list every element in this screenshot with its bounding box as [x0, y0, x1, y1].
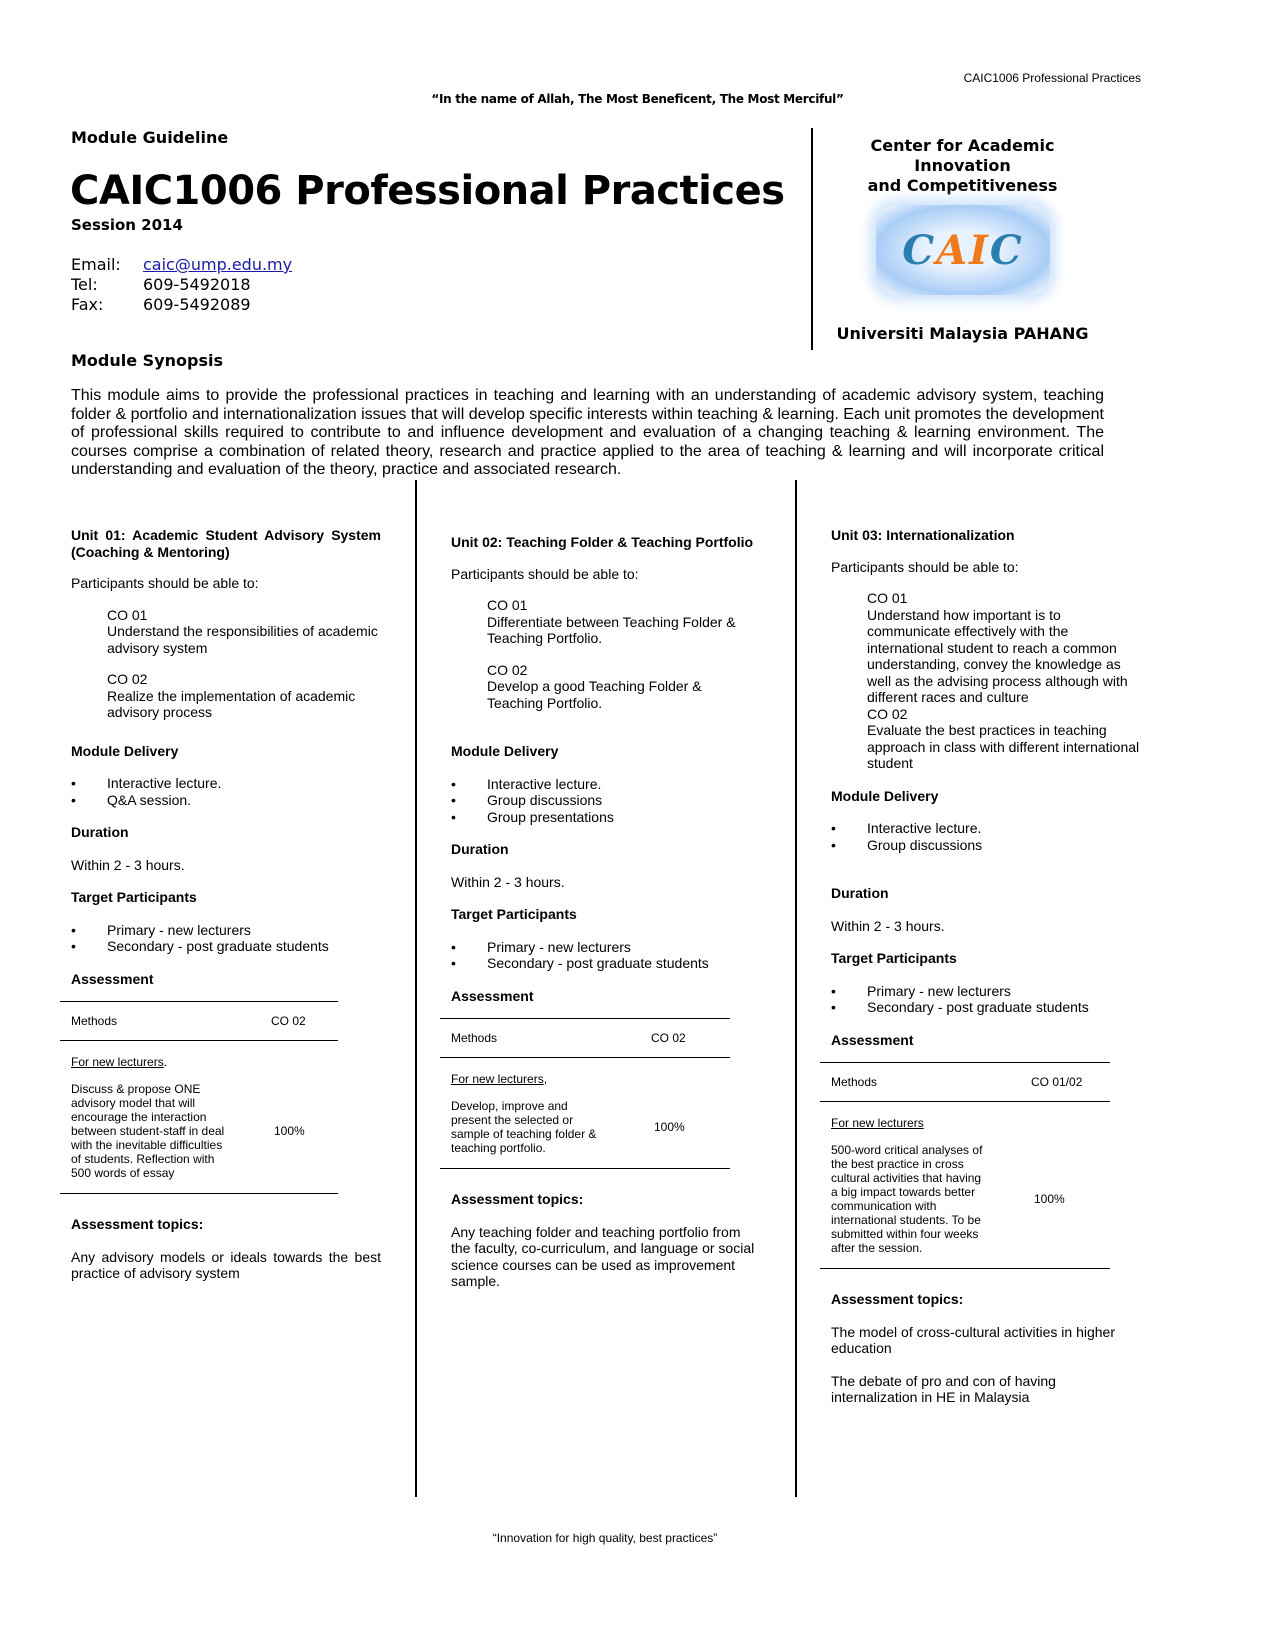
for-suffix: . — [163, 1055, 168, 1069]
assessment-heading: Assessment — [451, 987, 534, 1004]
target-heading: Target Participants — [451, 906, 577, 922]
center-line1: Center for Academic Innovation — [870, 136, 1055, 175]
contact-email — [71, 255, 292, 275]
page-title: CAIC1006 Professional Practices — [70, 168, 785, 214]
participants-label: Participants should be able to: — [451, 565, 639, 582]
tel-value: 609-5492018 — [143, 275, 251, 294]
assessment-table — [440, 1018, 730, 1169]
assessment-task: 500-word critical analyses of the best practice in cross cultural activities that having a big impact towards better communication with international students. To be submitted within four weeks after the session. — [831, 1143, 983, 1255]
fax-value: 609-5492089 — [143, 295, 251, 314]
assessment-heading: Assessment — [71, 970, 154, 987]
for-label: For new lecturers — [831, 1116, 924, 1130]
co-text: Understand how important is to communicate effectively with the international student to reach a common understanding, convey the knowledge as well as the advising process although with different races and culture — [867, 606, 1128, 705]
methods-header: Methods — [71, 1014, 118, 1028]
assessment-weight: 100% — [274, 1124, 305, 1138]
table-header — [60, 1002, 338, 1041]
column-divider — [795, 480, 797, 1497]
duration-value: Within 2 - 3 hours. — [71, 856, 185, 873]
assessment-topic: The debate of pro and con of having internalization in HE in Malaysia — [831, 1372, 1056, 1405]
caic-logo: CAIC — [876, 205, 1050, 295]
topics-heading: Assessment topics: — [831, 1291, 964, 1307]
co-header: CO 02 — [271, 1014, 306, 1028]
delivery-heading: Module Delivery — [451, 743, 559, 759]
list-item: • Secondary - post graduate students — [451, 955, 761, 972]
duration-value: Within 2 - 3 hours. — [451, 873, 565, 890]
methods-header: Methods — [831, 1075, 878, 1089]
co-code: CO 01 — [487, 597, 528, 613]
co-header: CO 02 — [651, 1031, 686, 1045]
list-item: • Secondary - post graduate students — [71, 938, 381, 955]
list-item: • Group discussions — [451, 792, 761, 809]
duration-heading: Duration — [831, 885, 889, 901]
topics-heading: Assessment topics: — [451, 1191, 584, 1207]
methods-header: Methods — [451, 1031, 498, 1045]
course-outcome — [71, 607, 381, 657]
co-text: Evaluate the best practices in teaching approach in class with different international student — [867, 722, 1140, 771]
list-item: • Group discussions — [831, 837, 1143, 854]
delivery-list — [451, 776, 761, 826]
co-text: Understand the responsibilities of academic advisory system — [107, 623, 378, 656]
duration-heading: Duration — [71, 824, 129, 840]
list-item: • Interactive lecture. — [71, 775, 381, 792]
assessment-table — [60, 1001, 338, 1194]
co-header: CO 01/02 — [1031, 1075, 1083, 1089]
for-label: For new lecturers — [71, 1055, 164, 1069]
assessment-task: Discuss & propose ONE advisory model that will encourage the interaction between student-staff in deal with the inevitable difficulties of students. Reflection with 500 words of essay — [71, 1082, 225, 1180]
list-item: • Interactive lecture. — [451, 776, 761, 793]
list-item: • Primary - new lecturers — [71, 922, 381, 939]
column-divider — [415, 480, 417, 1497]
tel-label: Tel: — [71, 275, 98, 294]
delivery-list — [71, 775, 381, 808]
target-list — [71, 922, 381, 955]
center-line2: and Competitiveness — [867, 176, 1058, 195]
assessment-topic: The model of cross-cultural activities in higher education — [831, 1323, 1116, 1356]
course-outcome — [451, 597, 761, 647]
course-outcome — [71, 671, 381, 721]
list-item: • Group presentations — [451, 809, 761, 826]
target-heading: Target Participants — [71, 889, 197, 905]
fax-label: Fax: — [71, 295, 104, 314]
co-code: CO 02 — [867, 705, 908, 722]
co-code: CO 01 — [107, 606, 148, 623]
topics-heading: Assessment topics: — [71, 1216, 204, 1232]
participants-label: Participants should be able to: — [71, 575, 259, 591]
co-code: CO 02 — [487, 661, 528, 678]
assessment-heading: Assessment — [831, 1031, 914, 1048]
assessment-task: Develop, improve and present the selected or sample of teaching folder & teaching portfolio. — [451, 1099, 597, 1155]
list-item: • Primary - new lecturers — [451, 939, 761, 956]
duration-value: Within 2 - 3 hours. — [831, 917, 945, 934]
for-label: For new lecturers — [451, 1072, 544, 1086]
assessment-table — [820, 1062, 1110, 1269]
delivery-heading: Module Delivery — [831, 787, 939, 804]
email-link[interactable]: caic@ump.edu.my — [143, 255, 293, 274]
synopsis-text: This module aims to provide the professional practices in teaching and learning with an understanding of academic advisory system, teaching folder & portfolio and internationalization issues that will develop specific interests within teaching & learning. Each unit promotes the development of professional skills required to contribute to and influence development and evaluation of a changing teaching & learning environment. The courses comprise a combination of related theory, research and practice applied to the area of teaching & learning and will incorporate critical understanding and evaluation of the theory, practice and associated research. — [71, 387, 1104, 478]
co-code: CO 02 — [107, 671, 148, 687]
footer-motto: “Innovation for high quality, best practices” — [492, 1531, 718, 1545]
center-name — [820, 136, 1105, 196]
duration-heading: Duration — [451, 841, 509, 857]
co-text: Develop a good Teaching Folder & Teaching Portfolio. — [487, 678, 702, 711]
assessment-weight: 100% — [654, 1120, 685, 1134]
course-outcome — [831, 590, 1143, 706]
for-suffix: , — [543, 1072, 548, 1086]
divider — [811, 128, 813, 350]
target-list — [451, 939, 761, 972]
list-item: • Interactive lecture. — [831, 820, 1143, 837]
list-item: • Primary - new lecturers — [831, 983, 1143, 1000]
email-label: Email: — [71, 255, 121, 274]
table-header — [820, 1063, 1110, 1102]
target-heading: Target Participants — [831, 950, 957, 966]
course-outcome — [831, 706, 1143, 772]
unit-column-3 — [831, 527, 1143, 1406]
unit-title: Unit 01: Academic Student Advisory System (Coaching & Mentoring) — [71, 527, 381, 560]
assessment-topic: Any teaching folder and teaching portfolio from the faculty, co-curriculum, and language or social science courses can be used as improvement sample. — [451, 1223, 755, 1289]
unit-column-2 — [451, 534, 761, 1290]
contact-fax — [71, 295, 292, 315]
module-label: Module Guideline — [71, 128, 229, 147]
co-text: Differentiate between Teaching Folder & Teaching Portfolio. — [487, 613, 736, 646]
bismillah: “In the name of Allah, The Most Beneficent, The Most Merciful” — [431, 92, 844, 106]
target-list — [831, 983, 1143, 1016]
session: Session 2014 — [71, 216, 183, 234]
table-row — [820, 1102, 1110, 1268]
assessment-weight: 100% — [1034, 1192, 1065, 1206]
list-item: • Q&A session. — [71, 792, 381, 809]
contact-tel — [71, 275, 292, 295]
table-row — [440, 1058, 730, 1168]
co-code: CO 01 — [867, 590, 908, 606]
delivery-list — [831, 820, 1143, 853]
participants-label: Participants should be able to: — [831, 558, 1019, 575]
table-header — [440, 1019, 730, 1058]
university-name: Universiti Malaysia PAHANG — [836, 324, 1089, 343]
unit-title: Unit 03: Internationalization — [831, 527, 1015, 543]
synopsis-heading: Module Synopsis — [71, 351, 223, 370]
contact-info — [71, 255, 292, 315]
unit-column-1 — [71, 527, 381, 1282]
table-row — [60, 1041, 338, 1193]
assessment-topic: Any advisory models or ideals towards the best practice of advisory system — [71, 1248, 381, 1281]
list-item: • Secondary - post graduate students — [831, 999, 1143, 1016]
co-text: Realize the implementation of academic advisory process — [107, 687, 356, 720]
delivery-heading: Module Delivery — [71, 742, 179, 759]
running-header: CAIC1006 Professional Practices — [963, 71, 1141, 85]
course-outcome — [451, 662, 761, 712]
unit-title: Unit 02: Teaching Folder & Teaching Portfolio — [451, 534, 754, 550]
